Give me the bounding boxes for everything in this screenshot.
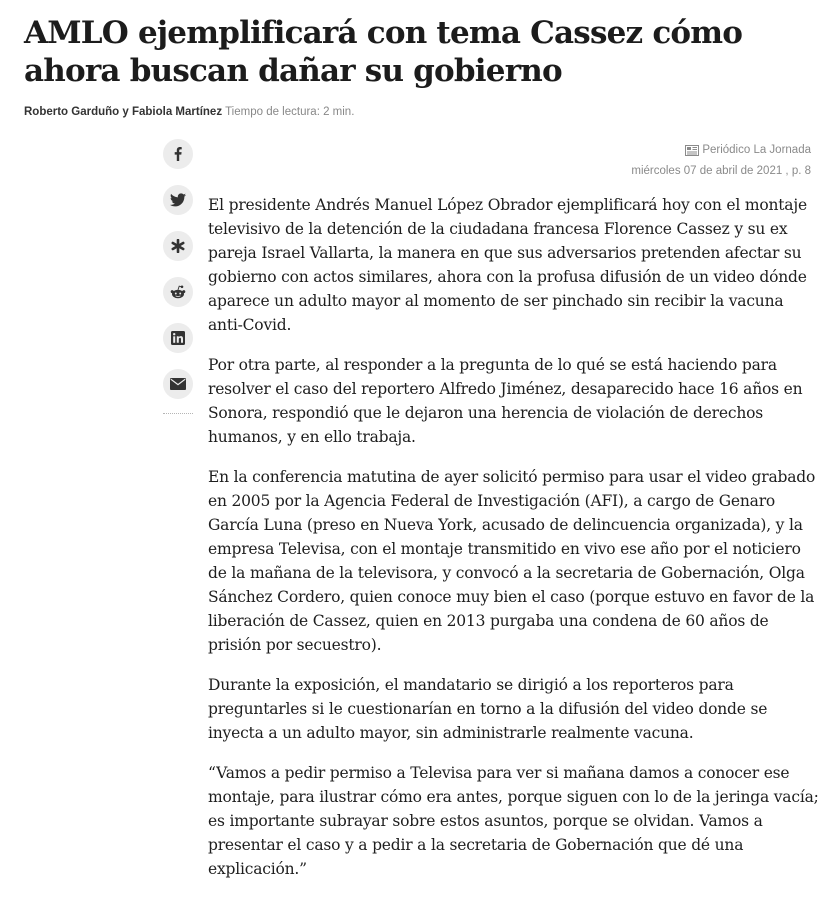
share-twitter-button[interactable]	[163, 185, 193, 215]
article-paragraph: Durante la exposición, el mandatario se dirigió a los reporteros para preguntarles si le cuestionarían en torno a la difusión del video donde se inyecta a un adulto mayor, sin administrarle realmente vacuna.	[208, 676, 768, 742]
article-paragraph: En la conferencia matutina de ayer solicitó permiso para usar el video grabado en 2005 por la Agencia Federal de Investigación (AFI), a cargo de Genaro García Luna (preso en Nueva York, acusado de delincuencia organizada), y la empresa Televisa, con el montaje transmitido en vivo ese año por el noticiero de la mañana de la televisora, y convocó a la secretaria de Gobernación, Olga Sánchez Cordero, quien conoce muy bien el caso (porque estuvo en favor de la liberación de Cassez, quien en 2013 purgaba una condena de 60 años de prisión por secuestro).	[208, 468, 816, 654]
article-paragraph: Por otra parte, al responder a la pregunta de lo qué se está haciendo para resolver el caso del reportero Alfredo Jiménez, desaparecido hace 16 años en Sonora, respondió que le dejaron una herencia de violación de derechos humanos, y en ello trabaja.	[208, 356, 803, 446]
article-paragraph: El presidente Andrés Manuel López Obrador ejemplificará hoy con el montaje televisivo de la detención de la ciudadana francesa Florence Cassez y su ex pareja Israel Vallarta, la manera en que sus adversarios pretenden afectar su gobierno con actos similares, ahora con la profusa difusión de un video dónde aparece un adulto mayor al momento de ser pinchado sin recibir la vacuna anti-Covid.	[208, 196, 807, 334]
publication-date: miércoles 07 de abril de 2021 , p. 8	[631, 164, 811, 177]
source-paper	[685, 141, 811, 159]
share-linkedin-button[interactable]	[163, 323, 193, 353]
share-other-button[interactable]	[163, 231, 193, 261]
facebook-icon	[171, 147, 185, 161]
source-name: Periódico La Jornada	[702, 144, 811, 156]
linkedin-icon	[171, 331, 185, 345]
byline-authors: Roberto Garduño y Fabiola Martínez	[24, 106, 223, 118]
share-reddit-button[interactable]	[163, 277, 193, 307]
asterisk-icon	[171, 239, 185, 253]
byline	[24, 106, 724, 118]
share-divider	[163, 413, 193, 414]
reddit-icon	[170, 285, 186, 299]
article-source	[631, 141, 811, 180]
newspaper-icon	[685, 145, 699, 156]
share-email-button[interactable]	[163, 369, 193, 399]
article-body	[208, 193, 822, 897]
share-facebook-button[interactable]	[163, 139, 193, 169]
share-toolbar	[163, 139, 193, 414]
read-time: Tiempo de lectura: 2 min.	[225, 106, 355, 118]
article-headline: AMLO ejemplificará con tema Cassez cómo ahora buscan dañar su gobierno	[24, 15, 743, 89]
article-quote: “Vamos a pedir permiso a Televisa para ver si mañana damos a conocer ese montaje, para ilustrar cómo era antes, porque siguen con lo de la jeringa vacía; es importante subrayar sobre estos asuntos, porque se olvidan. Vamos a presentar el caso y a pedir a la secretaria de Gobernación que dé una explicación.”	[208, 764, 819, 878]
email-icon	[170, 378, 186, 390]
twitter-icon	[170, 193, 186, 207]
